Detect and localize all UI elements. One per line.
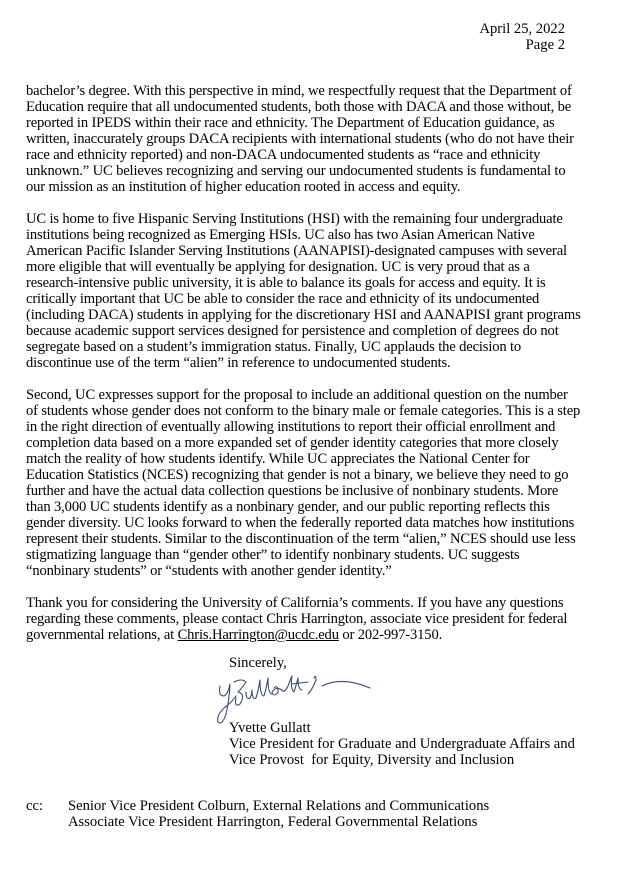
letter-date: April 25, 2022 — [479, 21, 565, 37]
page-header — [479, 21, 565, 53]
text-line: more eligible that will eventually be applying for designation. UC is very proud that as a — [26, 259, 530, 275]
text-line: Education require that all undocumented students, both those with DACA and those without, be — [26, 99, 572, 115]
text-line: discontinue use of the term “alien” in reference to undocumented students. — [26, 355, 451, 371]
signer-title-line2: Vice Provost for Equity, Diversity and Inclusion — [229, 752, 515, 768]
text-line: Education Statistics (NCES) recognizing that gender is not a binary, we believe they need to go — [26, 467, 569, 483]
text-line: our mission as an institution of higher education rooted in access and equity. — [26, 179, 461, 195]
paragraph-thank-you — [26, 595, 606, 643]
text-line: represent their students. Similar to the discontinuation of the term “alien,” NCES should use less — [26, 531, 576, 547]
text-line: institutions being recognized as Emerging HSIs. UC also has two Asian American Native — [26, 227, 535, 243]
email-link[interactable]: Chris.Harrington@ucdc.edu — [177, 627, 339, 643]
text-line: Thank you for considering the University of California’s comments. If you have any questions — [26, 595, 564, 611]
cc-label: cc: — [26, 798, 44, 814]
text-line: reported in IPEDS within their race and ethnicity. The Department of Education guidance, as — [26, 115, 555, 131]
text-line: critically important that UC be able to consider the race and ethnicity of its undocumented — [26, 291, 540, 307]
text-line: written, inaccurately groups DACA recipients with international students (who do not have their — [26, 131, 574, 147]
paragraph-gender-identity — [26, 387, 606, 579]
page-number: Page 2 — [525, 37, 565, 53]
text-line: American Pacific Islander Serving Institutions (AANAPISI)-designated campuses with several — [26, 243, 567, 259]
text-line: completion data based on a more expanded set of gender identity categories that more closely — [26, 435, 559, 451]
text-line: race and ethnicity reported) and non-DACA undocumented students as “race and ethnicity — [26, 147, 541, 163]
text-line: further and have the actual data collection questions be inclusive of nonbinary students. More — [26, 483, 559, 499]
text-fragment: or 202-997-3150. — [338, 627, 443, 643]
text-line: of students whose gender does not conform to the binary male or female categories. This is a step — [26, 403, 581, 419]
text-fragment: governmental relations, at — [26, 627, 178, 643]
paragraph-daca-reporting — [26, 83, 606, 195]
text-line: in the right direction of eventually allowing institutions to report their official enrollment and — [26, 419, 556, 435]
signer-block — [229, 720, 575, 768]
text-line: unknown.” UC believes recognizing and serving our undocumented students is fundamental to — [26, 163, 566, 179]
text-line — [26, 627, 606, 643]
closing-salutation: Sincerely, — [229, 655, 287, 671]
letter-body — [26, 83, 606, 659]
text-line: bachelor’s degree. With this perspective in mind, we respectfully request that the Department of — [26, 83, 572, 99]
text-line: Second, UC expresses support for the proposal to include an additional question on the number — [26, 387, 568, 403]
text-line: than 3,000 UC students identify as a nonbinary gender, and our public reporting reflects this — [26, 499, 550, 515]
text-line: UC is home to five Hispanic Serving Institutions (HSI) with the remaining four undergraduate — [26, 211, 563, 227]
paragraph-hsi-aanapisi — [26, 211, 606, 371]
text-line: match the reality of how students identify. While UC appreciates the National Center for — [26, 451, 530, 467]
text-line: regarding these comments, please contact Chris Harrington, associate vice president for federal — [26, 611, 568, 627]
signer-name: Yvette Gullatt — [229, 720, 311, 736]
cc-recipients — [68, 798, 489, 830]
cc-recipient: Associate Vice President Harrington, Federal Governmental Relations — [68, 814, 478, 830]
text-line: segregate based on a student’s immigration status. Finally, UC applauds the decision to — [26, 339, 522, 355]
text-line: stigmatizing language than “gender other” to identify nonbinary students. UC suggests — [26, 547, 520, 563]
text-line: gender diversity. UC looks forward to when the federally reported data matches how institutions — [26, 515, 575, 531]
text-line: (including DACA) students in applying for the discretionary HSI and AANAPISI grant programs — [26, 307, 581, 323]
signer-title-line1: Vice President for Graduate and Undergraduate Affairs and — [229, 736, 575, 752]
text-line: research-intensive public university, it is able to balance its goals for access and equity. It is — [26, 275, 546, 291]
cc-recipient: Senior Vice President Colburn, External Relations and Communications — [68, 798, 490, 814]
text-line: “nonbinary students” or “students with another gender identity.” — [26, 563, 392, 579]
text-line: because academic support services designed for persistence and completion of degrees do not — [26, 323, 559, 339]
